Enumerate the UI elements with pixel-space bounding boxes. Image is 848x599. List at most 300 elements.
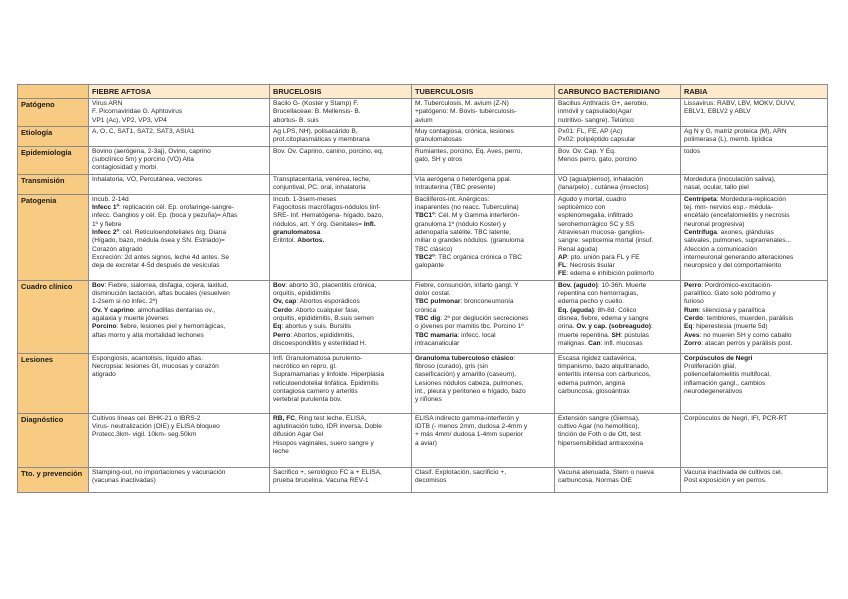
cell-line [684,355,824,363]
bold-term: Can [588,339,601,347]
header-corner-cell [18,85,89,99]
cell-line [415,396,551,404]
cell-line [92,332,266,340]
cell-line [684,380,824,388]
cell-transmision-fiebre-aftosa [89,174,270,194]
text-run: Infl. Granulomatosa purulento- [273,354,363,362]
cell-line [273,204,408,212]
text-run: edema pulmón, angina [558,379,626,387]
cell-line: Mordedura (inoculación saliva), [684,175,776,183]
cell-line [415,290,551,298]
cell-line [92,254,266,262]
text-run: : 2º por deglución secreciones [440,314,529,322]
text-run: orina. [558,323,577,331]
text-run: orquitis, epididimitis [273,290,331,298]
cell-line [415,254,551,262]
cell-line [273,315,408,323]
cell-line [92,423,266,431]
cell-line [684,388,824,396]
cell-line [92,237,266,245]
text-run: aftas morro y alta mortalidad lechones [92,331,204,339]
cell-line: nutritivo- sangre). Telúrico [558,116,634,124]
table-row-etiologia [18,126,828,146]
cell-line [558,332,677,340]
text-run: esplenomegalia, infiltrado [558,212,633,220]
bold-term: Eq [684,323,693,331]
text-run: : Cél. M y Gamma interferón- [434,212,520,220]
cell-diagnostico-carbunco-bacteridiano [555,413,681,467]
cell-lesiones-tuberculosis [412,353,555,413]
text-run: timpanismo, bazo alquitranado, [558,363,650,371]
text-run: granuloma 1º (nódulo Koster) y [415,220,507,228]
cell-line [415,262,551,270]
cell-transmision-tuberculosis [412,174,555,194]
cell-line: Rumiantes, porcino, Eq. Aves, perro, [415,147,523,155]
cell-line [558,477,677,485]
cell-line: Px01: FL, FE, AP (Ac) [558,127,623,135]
text-run: discoespondilitis y esterilidad H. [273,339,367,347]
cell-line: granulomatosas [415,136,462,144]
cell-line [558,469,677,477]
cell-line [273,307,408,315]
cell-patogenia-carbunco-bacteridiano [555,194,681,280]
cell-line [415,307,551,315]
bold-term: Abortos. [297,237,325,245]
bold-term: Eq. (aguda) [558,306,594,314]
bold-term: FE [558,270,567,278]
cell-transmision-brucelosis [270,174,412,194]
cell-line: EBLV1, EBLV2 y ABLV [684,108,751,116]
cell-line [558,254,677,262]
cell-line: Bacillus Anthracis G+, aerobio, [558,100,648,107]
table-row-diagnostico [18,413,828,467]
cell-line [92,323,266,331]
cell-tto-y-prevencion-carbunco-bacteridiano [555,467,681,492]
row-header-patogenia: Patogenia [18,194,89,280]
cell-line [415,237,551,245]
text-run: malignas. [558,339,589,347]
text-run: : Pordrómico-excitación- [701,281,773,289]
cell-epidemiologia-fiebre-aftosa [89,146,270,174]
text-run: adenopatía satélite. TBC latente, [415,228,511,236]
cell-diagnostico-rabia [681,413,828,467]
row-header-tto-y-prevencion: Tto. y prevención [18,467,89,492]
text-run: : bronconeumonía [460,298,514,306]
cell-lesiones-fiebre-aftosa [89,353,270,413]
cell-line [558,270,677,278]
cell-cuadro-clinico-brucelosis [270,280,412,353]
cell-line: F. Picornaviridae G. Aphtovirus [92,108,183,116]
cell-line [415,196,551,204]
text-run: Corpúsculos de Negri, IFI, PCR-RT [684,414,788,422]
text-run: caseificación) y amarillo (caseum). [415,371,517,379]
cell-line [684,332,824,340]
cell-etiologia-rabia [681,126,828,146]
table-row-transmision [18,174,828,194]
bold-term: granulomatosa [273,228,321,236]
text-run: : Abortos esporádicos [296,298,360,306]
cell-patogeno-tuberculosis [412,99,555,127]
text-run: : edema e inhibición polimorfo [566,270,655,278]
text-run: Stamping-out, no importaciones y vacunación [92,468,226,476]
cell-tto-y-prevencion-rabia [681,467,828,492]
cell-line [558,307,677,315]
row-header-patogeno: Patógeno [18,99,89,127]
bold-term: Aves [684,331,700,339]
cell-epidemiologia-rabia [681,146,828,174]
text-run: disminución lactación, aftas bucales (resuelven [92,290,230,298]
cell-line [92,290,266,298]
column-header-tuberculosis: TUBERCULOSIS [412,85,555,99]
cell-line [558,431,677,439]
cell-line [558,237,677,245]
bold-term: Infecc 1º [92,204,119,212]
cell-line [273,396,408,404]
bold-term: Cerdo [684,314,704,322]
text-run: septicémico con [558,204,606,212]
text-run: Post exposición y en perros. [684,477,767,485]
text-run: 1º y fiebre [92,220,122,228]
cell-line [558,196,677,204]
cell-line [92,307,266,315]
cell-line [558,371,677,379]
cell-line [273,298,408,306]
text-run: contagiosa carnero y arteritis [273,387,358,395]
table-row-tto-y-prevencion [18,467,828,492]
cell-line [415,380,551,388]
cell-line [415,469,551,477]
text-run: necrótico en repro, gl. [273,363,337,371]
text-run: ELISA indirecto gamma-interferón y [415,414,520,422]
cell-line [684,363,824,371]
text-run: Excreción: 2d antes signos, leche 4d antes. Se [92,253,230,261]
text-run: Bacilíferos-int. Anérgicos: [415,195,490,203]
cell-line: Transplacentaria, venérea, leche, [273,175,371,183]
cell-line [558,415,677,423]
text-run: Fagocitosis macrófagos-nódulos linf- [273,204,381,212]
cell-line [273,229,408,237]
text-run: nódulos, art. Y órg. Genitales= [273,220,364,228]
cell-line: Ag LPS, NH), polisacárido B, [273,127,358,135]
bold-term: Bov [92,281,105,289]
cell-line [273,332,408,340]
cell-etiologia-carbunco-bacteridiano [555,126,681,146]
cell-line [558,380,677,388]
cell-line [558,212,677,220]
row-header-epidemiologia: Epidemiología [18,146,89,174]
text-run: neuropsico y del comportamiento [684,262,782,270]
cell-line [415,221,551,229]
text-run: serohemorrágico SC y SS [558,220,635,228]
text-run: : infecc. local [457,331,496,339]
text-run: reticuloendotelial linfática. Epidimitis [273,379,379,387]
zoonosis-comparison-table [17,84,828,493]
cell-line: VP1 (Ac), VP2, VP3, VP4 [92,116,167,124]
cell-line: Px02: polipéptido capsular [558,136,636,144]
cell-line [415,332,551,340]
cell-line [92,477,266,485]
cell-line: (lana/pelo) , cutánea (insectos) [558,184,649,192]
text-run: : pústulas [620,331,649,339]
text-run: agalaxia y muerte jóvenes [92,314,169,322]
column-header-rabia: RABIA [681,85,828,99]
text-run: : infl. mucosas [600,339,643,347]
cell-line [684,212,824,220]
text-run: Corazón atigrado [92,245,143,253]
cell-line [415,340,551,348]
cell-cuadro-clinico-tuberculosis [412,280,555,353]
cell-patogeno-rabia [681,99,828,127]
cell-line: Bov. Ov. Cap. Y Eq. [558,147,616,155]
text-run: Eritritol. [273,237,298,245]
bold-term: Corpúsculos de Negri [684,354,753,362]
text-run: enteritis intensa con carbuncos, [558,371,651,379]
row-header-cuadro-clinico: Cuadro clínico [18,280,89,353]
text-run: Renal aguda) [558,245,598,253]
cell-line: nasal, ocular, tallo piel [684,184,749,192]
cell-line [558,282,677,290]
text-run: poliencefalomielitis multifocal, [684,371,771,379]
cell-line [415,212,551,220]
text-run: cultivo Agar (no hemolítico), [558,423,640,431]
bold-term: Bov. (agudo) [558,281,598,289]
cell-line [92,204,266,212]
text-run: Extensión sangre (Giemsa), [558,414,640,422]
cell-line: todos [684,147,701,155]
cell-line [273,355,408,363]
table-row-patogeno [18,99,828,127]
cell-line [684,323,824,331]
cell-line [684,246,824,254]
cell-line [415,355,551,363]
text-run: : pto. unión para FL y FE [567,253,640,261]
text-run: : Necrosis tisular [566,262,615,270]
text-run: carbuncosa. Normas OIE [558,477,633,485]
text-run: o jóvenes por mamitis tbc. Porcino 1º [415,323,524,331]
text-run: (Hígado, bazo, médula ósea y SN. Estriado)= [92,237,225,245]
text-run: Fiebre, consunción, infarto gangl. Y [415,281,519,289]
text-run: TBC clásico) [415,245,453,253]
text-run: : cél. Reticuloendoteliales órg. Diana [118,228,226,236]
text-run: leche [273,447,289,455]
text-run: Agudo y mortal, cuadro [558,195,627,203]
cell-line [273,196,408,204]
cell-line: Muy contagiosa, crónica, lesiones [415,127,514,135]
text-run: Espongiosis, acantolisis, líquido aftas. [92,354,204,362]
text-run: repentina con hemorragias, [558,290,639,298]
cell-line: inmóvil y capsulado(Agar [558,108,632,116]
cell-line [558,229,677,237]
cell-line [273,448,408,456]
bold-term: TBC1º [415,212,435,220]
cell-epidemiologia-carbunco-bacteridiano [555,146,681,174]
table-row-patogenia [18,194,828,280]
cell-line [92,355,266,363]
cell-cuadro-clinico-fiebre-aftosa [89,280,270,353]
text-run: : silenciosa y paralítica [698,306,765,314]
text-run: salivales, pulmones, suprarrenales... [684,237,792,245]
text-run: interneuronal generando alteraciones [684,253,794,261]
cell-transmision-rabia [681,174,828,194]
text-run: sangre: septicemia mortal (insuf. [558,237,654,245]
cell-line [558,221,677,229]
text-run: : Fiebre, sialorrea, disfagia, cojera, laxitud, [104,281,229,289]
bold-term: Centrífuga [684,228,717,236]
cell-lesiones-brucelosis [270,353,412,413]
cell-cuadro-clinico-rabia [681,280,828,353]
cell-line [273,415,408,423]
text-run: atigrado [92,371,116,379]
text-run: Lesiones nódulos cabeza, pulmones, [415,379,524,387]
cell-line [415,298,551,306]
text-run: galopante [415,262,444,270]
text-run: a aviar) [415,439,437,447]
cell-line: Lissavirus: RABV, LBV, MOKV, DUVV, [684,100,796,107]
cell-line [273,477,408,485]
text-run: : atacan perros y parálisis post. [701,339,793,347]
cell-line: conjuntival, PC, oral, inhalatoria [273,184,366,192]
cell-line [415,323,551,331]
cell-etiologia-brucelosis [270,126,412,146]
cell-patogeno-brucelosis [270,99,412,127]
cell-line [273,282,408,290]
cell-line [415,371,551,379]
bold-term: Granuloma tuberculoso clásico [415,354,514,362]
cell-line [92,469,266,477]
cell-etiologia-fiebre-aftosa [89,126,270,146]
cell-line: A, O, C, SAT1, SAT2, SAT3, ASIA1 [92,127,195,135]
text-run: prueba brucelina. Vacuna REV-1 [273,477,369,485]
cell-line [558,340,677,348]
cell-line [558,315,677,323]
cell-line [92,371,266,379]
text-run: Incub. 2-14d [92,195,129,203]
cell-transmision-carbunco-bacteridiano [555,174,681,194]
cell-patogenia-fiebre-aftosa [89,194,270,280]
cell-line [415,440,551,448]
cell-line [558,204,677,212]
text-run: (vacunas inactivadas) [92,477,156,485]
cell-line: avium [415,116,433,124]
bold-term: Zorro [684,339,702,347]
cell-line [684,254,824,262]
cell-line: Menos perro, gato, porcino [558,156,637,164]
cell-line [273,340,408,348]
cell-line [273,212,408,220]
text-run: Supramamarias y linfoide. Hiperplasia [273,371,385,379]
cell-line [415,423,551,431]
text-run: tej. mm- nervios esp.- médula- [684,204,774,212]
cell-line [558,355,677,363]
cell-lesiones-rabia [681,353,828,413]
bold-term: TBC mamaria [415,331,458,339]
cell-line [92,212,266,220]
text-run: int., pleura y peritoneo e hígado, bazo [415,387,526,395]
text-run: inaparentes (no reacc. Tuberculina) [415,204,519,212]
text-run: carbuncosa, glosoántrax [558,387,630,395]
cell-epidemiologia-tuberculosis [412,146,555,174]
cell-line [684,371,824,379]
cell-line [92,415,266,423]
cell-line [273,237,408,245]
cell-line [684,307,824,315]
cell-line [92,431,266,439]
cell-line: Ag N y G, matriz proteica (M), ARN [684,127,787,135]
cell-line: polimerasa (L), memb. lipídica [684,136,773,144]
text-run: : [513,354,516,362]
cell-line: Bacilo G- (Koster y Stamp) F. [273,100,359,107]
text-run: edema pecho y cuello. [558,298,624,306]
text-run: dolor costal. [415,290,451,298]
text-run: + más 4mm/ dudosa 1-4mm superior [415,431,523,439]
cell-line [415,282,551,290]
text-run: tinción de Foth o de Ott, test [558,431,641,439]
cell-line [273,221,408,229]
text-run: : no mueren SH y como caballo [699,331,792,339]
cell-line: Intrauterina (TBC presente) [415,184,496,192]
text-run: deja de excretar 4-5d después de vesículas [92,262,220,270]
text-run: Vacuna inactivada de cultivos cel. [684,468,783,476]
text-run: Afección a comunicación [684,245,757,253]
text-run: difusión Agar Gel [273,431,324,439]
text-run: hipersensibilidad antraxoxina [558,439,644,447]
cell-diagnostico-tuberculosis [412,413,555,467]
cell-line [273,371,408,379]
cell-tto-y-prevencion-tuberculosis [412,467,555,492]
cell-line [92,363,266,371]
bold-term: TBC2º [415,253,435,261]
cell-line [273,440,408,448]
text-run: Cultivos líneas cel. BHK-21 o IBRS-2 [92,414,201,422]
cell-tto-y-prevencion-fiebre-aftosa [89,467,270,492]
cell-line [415,363,551,371]
bold-term: Rum [684,306,699,314]
text-run: : temblores, muerden, parálisis [703,314,794,322]
cell-epidemiologia-brucelosis [270,146,412,174]
bold-term: FL [558,262,567,270]
text-run: Proliferación glial, [684,363,737,371]
text-run: Clasif. Explotación, sacrificio +, [415,468,507,476]
cell-line [558,388,677,396]
cell-line [92,262,266,270]
text-run: Escasa rigidez cadavérica, [558,354,637,362]
cell-line [92,246,266,254]
cell-line [92,229,266,237]
cell-line [273,363,408,371]
cell-line [684,315,824,323]
text-run: disnea, fiebre, edema y sangre [558,314,649,322]
text-run: : TBC orgánica crónica o TBC [434,253,522,261]
text-run: : hiperestesia (muerte 5d) [692,323,768,331]
header-row [18,85,828,99]
text-run: encéfalo (encefalomielitis y necrosis [684,212,790,220]
cell-line [273,323,408,331]
text-run: neuronal progresiva) [684,220,745,228]
text-run: Necropsia: lesiones GI, mucosas y corazón [92,363,219,371]
text-run: miliar o grandes nódulos. (granuloma [415,237,524,245]
text-run: SRE- Inf. Hematógena- hígado, bazo, [273,212,384,220]
text-run: neurodegenerativos [684,387,743,395]
text-run: Protecc.3km- vigil. 10km- seg.50km [92,431,197,439]
bold-term: Ov. y cap. (sobreagudo) [576,323,651,331]
cell-line [415,204,551,212]
cell-line [684,477,824,485]
cell-line [684,282,824,290]
text-run: 1-2sem si no infec. 2º) [92,298,158,306]
cell-etiologia-tuberculosis [412,126,555,146]
row-header-etiologia: Etiología [18,126,89,146]
cell-line [558,246,677,254]
